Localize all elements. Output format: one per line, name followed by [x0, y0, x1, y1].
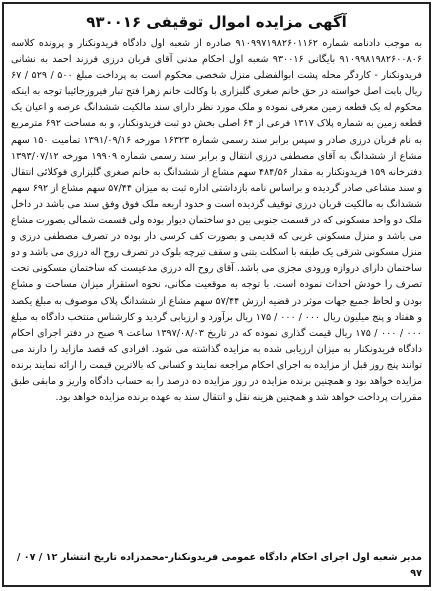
- notice-frame: [2, 2, 431, 587]
- notice-body: به موجب دادنامه شماره ۹۱۰۹۹۷۱۹۸۲۶۰۱۱۶۲ صادره از شعبه اول دادگاه فریدونکنار و پرونده کلاسه ۹۱۰۹۹۸۱۹۸۲۶۰۰۸۰۶ بایگانی ۹۳۰۰۱۶ شعبه اول احکام مدنی آقای قربان درزی فرزند احمد به نشانی فریدونکنار - کاردگر محله پشت ابوالفضلی منزل شخصی محکوم است به پرداخت مبلغ ۵۰۰ / ۵۲۹ / ۶۷ ریال بابت اصل خواسته در حق خانم صغری گلبزاری با وکالت خانم زهرا فتح تبار فیروزجائیبا توجه به اینکه محکوم له یک قطعه زمین معرفی نموده و ملک مورد نظر دارای سند مالکیت ششدانگ عرصه و اعیان یک قطعه زمین به شماره پلاک ۱۳۱۷ فرعی از ۶۴ اصلی بخش دو ثبت فریدونکنار، و به مساحت ۶۹۲ مترمربع به نام قربان درزی صادر و سپس برابر سند رسمی شماره ۱۶۳۲۳ مورخه ۱۳۹۱/۰۹/۱۶ تمامیت ۱۵۰ سهم مشاع از ششدانگ به آقای مصطفی درزی انتقال و برابر سند رسمی شماره ۱۹۹۰۹ مورخه ۱۳۹۳/۰۷/۱۲ دفترخانه ۱۵۹ فریدونکنار به مقدار ۴۸۴/۵۶ سهم مشاع از ششدانگ به خانم صغری گلبزاری فوکلائی انتقال و سند مشاعی صادر گردیده و براساس نامه بازداشتی اداره ثبت به میزان ۵۷/۴۴ سهم مشاع از ۶۹۲ سهم ششدانگ به مالکیت قربان درزی توقیف گردیده است و حدود اربعه ملک فوق وفق سند می باشد در داخل ملک دو واحد مسکونی که در قسمت جنوبی بین دو ساختمان دیوار بوده ولی قسمت شمالی بصورت مشاع می باشد و منزل مسکونی غربی که قدیمی و بصورت کف کرسی دار بوده در تصرف مصطفی درزی و منزل مسکونی شرقی یک طبقه با اسکلت بتنی و سقف تیرچه بلوک در تصرف روح اله درزی می باشد و دو ساختمان دارای دروازه ورودی مجزی می باشد. آقای روح اله درزی مدعیست که ساختمان مسکونی تحت تصرف را خودش احداث نموده است. با توجه به موقعیت مکانی، نحوه استقرار میزان مساحت و مشاع بودن و لحاظ جمیع جهات موثر در قضیه ارزش ۵۷/۴۴ سهم مشاع از ششدانگ پلاک موصوف به مبلغ یکصد و هفتاد و پنج میلیون ریال ۰۰۰ / ۰۰۰ / ۱۷۵ ریال برآورد و ارزیابی گردید و کارشناس منتخب دادگاه به مبلغ ۰۰۰ / ۰۰۰ / ۱۷۵ ریال قیمت گذاری نموده که در تاریخ ۱۳۹۷/۰۸/۰۳ ساعت ۹ صبح در دفتر اجرای احکام دادگاه فریدونکنار به میزان ارزیابی شده به مزایده گذاشته می شود. افرادی که قصد مازاید را دارند می توانند پنج روز قبل از مزایده به اجرای احکام مراجعه نمایند و کسانی که بالاترین قیمت را ارائه نمایند برنده مزایده خواهد بود و همچنین برنده مزایده در روز مزایده ده درصد را به حساب دادگاه واریز و مابقی طبق مقررات پرداخت خواهد شد و همچنین هزینه نقل و انتقال سند به عهده برنده مزایده خواهد بود.: [11, 38, 422, 404]
- notice-footer: مدیر شعبه اول اجرای احکام دادگاه عمومی فریدونکنار-محمدزاده تاریخ انتشار ۱۲ / ۰۷ / ۹۷: [16, 552, 422, 579]
- notice-title: آگهی مزایده اموال توقیفی ۹۳۰۰۱۶: [86, 13, 347, 31]
